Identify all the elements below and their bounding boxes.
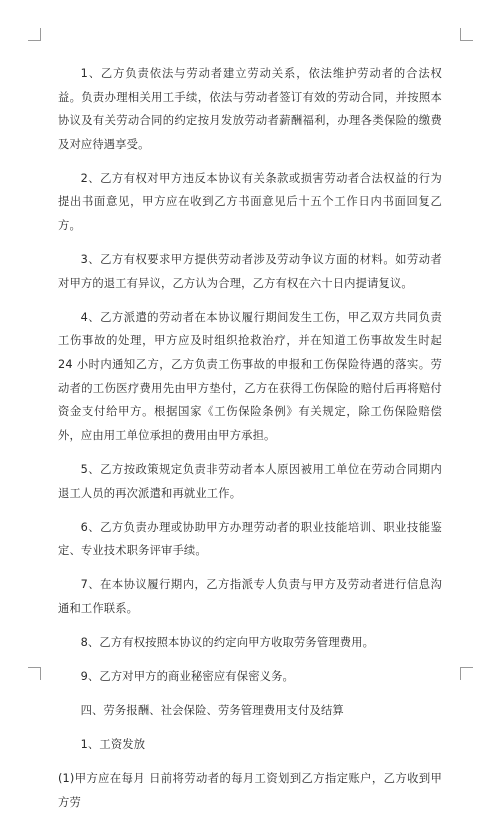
paragraph-6: 6、乙方负责办理或协助甲方办理劳动者的职业技能培训、职业技能鉴定、专业技术职务评审手续。 (58, 520, 442, 558)
paragraph-4: 4、乙方派遣的劳动者在本协议履行期间发生工伤，甲乙双方共同负责工伤事故的处理，甲方应及时组织抢救治疗，并在知道工伤事故发生时起 24 小时内通知乙方，乙方负责工伤事故的申报和工伤保险待遇的落实。劳动者的工伤医疗费用先由甲方垫付，乙方在获得工伤保险的赔付后再将赔付资金支付给甲方。根据国家《工伤保险条例》有关规定，除工伤保险赔偿外，应由用工单位承担的费用由甲方承担。 (58, 310, 442, 442)
subsection-heading: 1、工资发放 (80, 738, 146, 752)
paragraph-5: 5、乙方按政策规定负责非劳动者本人原因被用工单位在劳动合同期内退工人员的再次派遣和再就业工作。 (58, 462, 442, 500)
paragraph-1: 1、乙方负责依法与劳动者建立劳动关系，依法维护劳动者的合法权益。负责办理相关用工手续，依法与劳动者签订有效的劳动合同，并按照本协议及有关劳动合同的约定按月发放劳动者薪酬福利，办理各类保险的缴费及对应待遇享受。 (58, 67, 442, 151)
document-body (58, 62, 442, 815)
paragraph-8: 8、乙方有权按照本协议的约定向甲方收取劳务管理费用。 (80, 635, 375, 649)
paragraph-wage-payment: (1)甲方应在每月 日前将劳动者的每月工资划到乙方指定账户，乙方收到甲方劳 (58, 772, 442, 809)
section-heading: 四、劳务报酬、社会保险、劳务管理费用支付及结算 (80, 704, 344, 718)
paragraph-7: 7、在本协议履行期内，乙方指派专人负责与甲方及劳动者进行信息沟通和工作联系。 (58, 578, 442, 615)
crop-mark-top-right (460, 28, 473, 41)
crop-mark-bottom-left (28, 667, 41, 680)
paragraph-9: 9、乙方对甲方的商业秘密应有保密义务。 (80, 670, 294, 684)
paragraph-3: 3、乙方有权要求甲方提供劳动者涉及劳动争议方面的材料。如劳动者对甲方的退工有异议，乙方认为合理，乙方有权在六十日内提请复议。 (58, 253, 442, 290)
crop-mark-bottom-right (460, 667, 473, 680)
paragraph-2: 2、乙方有权对甲方违反本协议有关条款或损害劳动者合法权益的行为提出书面意见，甲方应在收到乙方书面意见后十五个工作日内书面回复乙方。 (58, 171, 442, 233)
crop-mark-top-left (28, 28, 41, 41)
